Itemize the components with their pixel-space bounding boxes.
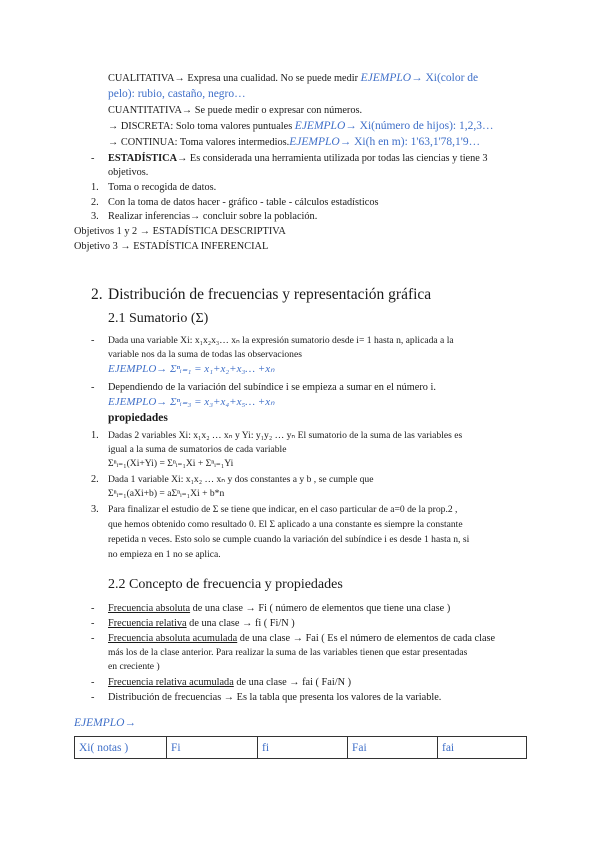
example-2: EJEMPLO→ Σⁿᵢ₌₃ = x₃+x₄+x₅… +xₙ: [108, 396, 275, 408]
continua-line: → CONTINUA: Toma valores intermedios.EJEMPLO→ Xi(h en m): 1'63,1'78,1'9…: [108, 136, 481, 148]
table-header-cell: fi: [258, 737, 348, 759]
subsection-title: 2.1 Sumatorio (Σ): [108, 311, 209, 326]
example-label: EJEMPLO→: [74, 717, 136, 729]
objectives-1-2-summary: Objetivos 1 y 2 → ESTADÍSTICA DESCRIPTIVA: [74, 226, 286, 237]
bullet-dash: -: [91, 633, 95, 644]
frequency-table: [74, 736, 527, 759]
frecuencia-relativa-item: Frecuencia relativa de una clase → fi ( Fi/N ): [108, 618, 295, 629]
prop-2-formula: Σⁿᵢ₌₁(aXi+b) = aΣⁿᵢ₌₁Xi + b*n: [108, 488, 225, 499]
cualitativa-example: pelo): rubio, castaño, negro…: [108, 88, 246, 100]
subindice-note: Dependiendo de la variación del subíndice i se empieza a sumar en el número i.: [108, 382, 436, 393]
prop-1-line-1: Dadas 2 variables Xi: x₁x₂ … xₙ y Yi: y₁y₂ … yₙ El sumatorio de la suma de las variables es: [108, 430, 463, 441]
prop-3-line-1: Para finalizar el estudio de Σ se tiene que indicar, en el caso particular de a=0 de la prop.2 ,: [108, 504, 458, 515]
bullet-dash: -: [91, 692, 95, 703]
sumatorio-def-1: Dada una variable Xi: x₁x₂x₃… xₙ la expresión sumatorio desde i= 1 hasta n, aplicada a la: [108, 335, 454, 346]
bullet-dash: -: [91, 153, 95, 164]
estadistica-line: ESTADÍSTICA→ Es considerada una herramienta utilizada por todas las ciencias y tiene 3: [108, 153, 488, 164]
distribucion-frecuencias-item: Distribución de frecuencias → Es la tabla que presenta los valores de la variable.: [108, 692, 442, 703]
example-label: EJEMPLO→: [294, 120, 357, 132]
bullet-dash: -: [91, 618, 95, 629]
list-number: 2.: [91, 197, 99, 208]
bullet-dash: -: [91, 382, 95, 393]
list-number: 2.: [91, 474, 99, 485]
objective-2: Con la toma de datos hacer - gráfico - table - cálculos estadísticos: [108, 197, 379, 208]
frecuencia-absoluta-item: Frecuencia absoluta de una clase → Fi ( número de elementos que tiene una clase ): [108, 603, 451, 614]
table-header-cell: Fai: [348, 737, 438, 759]
list-number: 1.: [91, 182, 99, 193]
objective-3-summary: Objetivo 3 → ESTADÍSTICA INFERENCIAL: [74, 241, 269, 252]
discreta-line: → DISCRETA: Solo toma valores puntuales EJEMPLO→ Xi(número de hijos): 1,2,3…: [108, 120, 494, 132]
frecuencia-relativa-acumulada-item: Frecuencia relativa acumulada de una clase → fai ( Fai/N ): [108, 677, 352, 688]
example-label: EJEMPLO→: [289, 136, 352, 148]
list-number: 3.: [91, 211, 99, 222]
sumatorio-def-2: variable nos da la suma de todas las observaciones: [108, 349, 302, 360]
list-number: 1.: [91, 430, 99, 441]
propiedades-heading: propiedades: [108, 412, 168, 424]
table-header-cell: fai: [438, 737, 527, 759]
prop-1-line-2: igual a la suma de sumatorios de cada variable: [108, 444, 287, 455]
prop-3-line-3: repetida n veces. Esto solo se cumple cuando la variación del subíndice i es desde 1 hasta n, si: [108, 534, 470, 545]
table-header-cell: Xi( notas ): [75, 737, 167, 759]
bullet-dash: -: [91, 677, 95, 688]
cuantitativa-line: CUANTITATIVA→ Se puede medir o expresar con números.: [108, 105, 363, 116]
objective-3: Realizar inferencias→ concluir sobre la población.: [108, 211, 318, 222]
prop-1-formula: Σⁿᵢ₌₁(Xi+Yi) = Σⁿᵢ₌₁Xi + Σⁿᵢ₌₁Yi: [108, 458, 234, 469]
example-1: EJEMPLO→ Σⁿᵢ₌₁ = x₁+x₂+x₃… +xₙ: [108, 363, 275, 375]
section-number: 2.: [91, 286, 103, 303]
list-number: 3.: [91, 504, 99, 515]
example-label: EJEMPLO→: [360, 72, 423, 84]
table-header-cell: Fi: [167, 737, 258, 759]
bullet-dash: -: [91, 603, 95, 614]
subsection-title: 2.2 Concepto de frecuencia y propiedades: [108, 577, 343, 592]
objective-1: Toma o recogida de datos.: [108, 182, 217, 193]
cualitativa-line: CUALITATIVA→ Expresa una cualidad. No se puede medir EJEMPLO→ Xi(color de: [108, 72, 479, 84]
estadistica-line-2: objetivos.: [108, 167, 149, 178]
prop-3-line-2: que hemos obtenido como resultado 0. El Σ aplicado a una constante es siempre la constante: [108, 519, 463, 530]
table-header-row: [75, 737, 527, 759]
prop-3-line-4: no empieza en 1 no se aplica.: [108, 549, 221, 560]
frecuencia-acumulada-cont-2: en creciente ): [108, 661, 160, 672]
section-title: Distribución de frecuencias y representación gráfica: [108, 286, 432, 303]
frecuencia-absoluta-acumulada-item: Frecuencia absoluta acumulada de una clase → Fai ( Es el número de elementos de cada clase: [108, 633, 496, 644]
frecuencia-acumulada-cont-1: más los de la clase anterior. Para realizar la suma de las variables tienen que estar presentadas: [108, 647, 468, 658]
bullet-dash: -: [91, 335, 95, 346]
prop-2-line-1: Dada 1 variable Xi: x₁x₂ … xₙ y dos constantes a y b , se cumple que: [108, 474, 374, 485]
